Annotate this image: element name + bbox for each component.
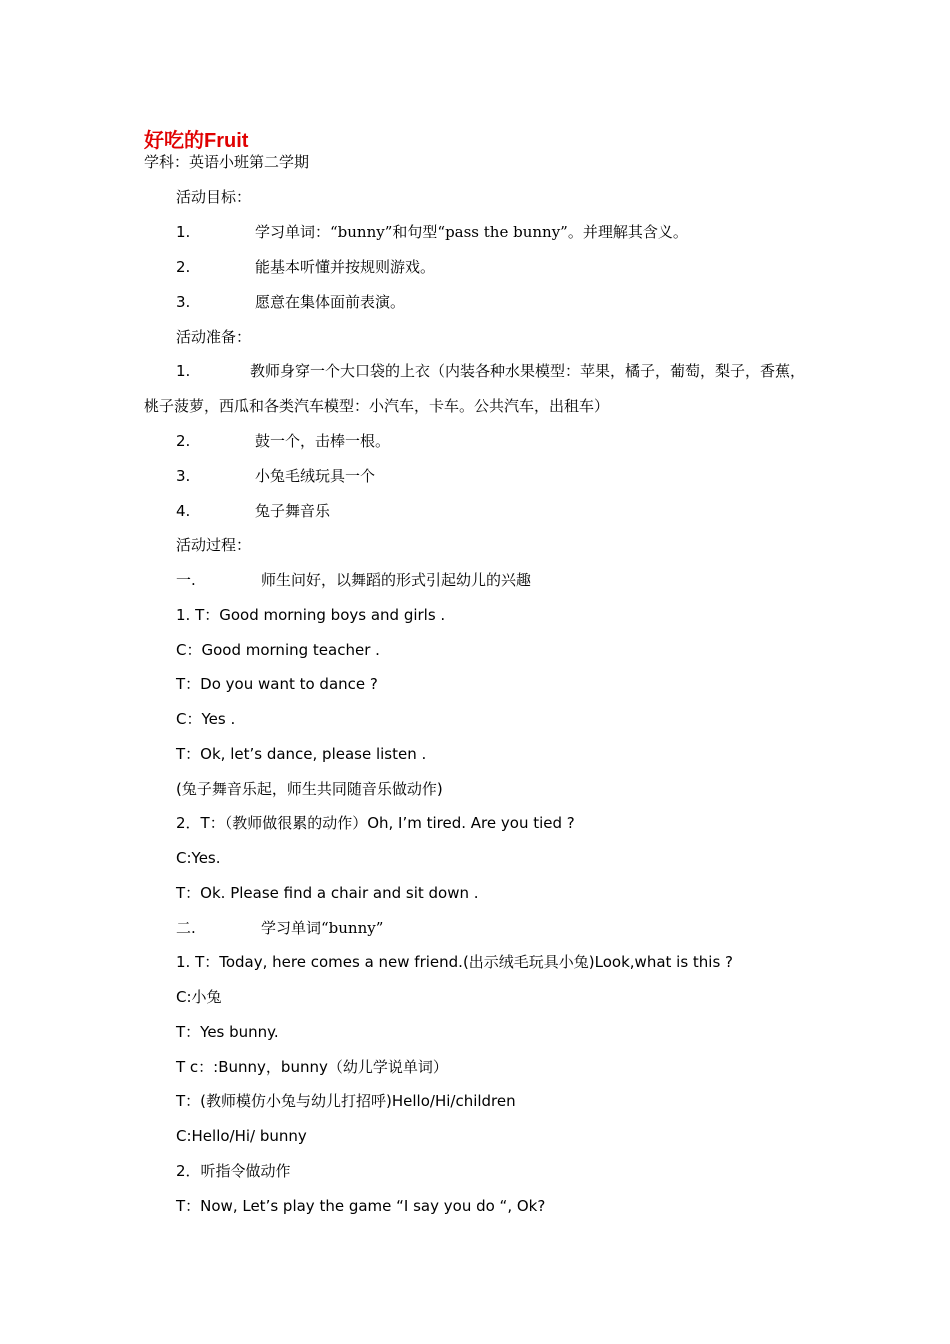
dialogue-line: C:小兔 [176,988,222,1006]
goal-item-3 [176,292,405,312]
dialogue-line: C:Hello/Hi/ bunny [176,1127,307,1145]
prep-item-1 [176,361,805,381]
prep-text: 兔子舞音乐 [255,502,331,520]
prep-text: 教师身穿一个大口袋的上衣（内装各种水果模型：苹果，橘子，葡萄，梨子，香蕉， [250,362,806,380]
prep-number: 3. [176,467,191,485]
prep-heading: 活动准备： [176,328,252,346]
dialogue-line: T：Now, Let’s play the game “I say you do “, Ok? [176,1197,546,1215]
dialogue-line: T：(教师模仿小兔与幼儿打招呼)Hello/Hi/children [176,1092,516,1110]
dialogue-line: T：Ok. Please find a chair and sit down . [176,884,479,902]
stage-direction: (兔子舞音乐起，师生共同随音乐做动作) [176,780,443,798]
prep-item-2 [176,431,390,451]
part1-heading [176,570,531,590]
prep-text: 鼓一个，击棒一根。 [255,432,391,450]
dialogue-line: T：Yes bunny. [176,1023,279,1041]
goal-text: 能基本听懂并按规则游戏。 [255,258,436,276]
goal-text: 愿意在集体面前表演。 [255,293,406,311]
goal-text: 学习单词：“bunny”和句型“pass the bunny”。并理解其含义。 [255,223,688,241]
prep-item-1-continued: 桃子菠萝，西瓜和各类汽车模型：小汽车，卡车。公共汽车，出租车） [144,397,610,415]
part2-title: 学习单词“bunny” [261,919,384,937]
goal-number: 2. [176,258,191,276]
goals-heading: 活动目标： [176,188,252,206]
part1-title: 师生问好，以舞蹈的形式引起幼儿的兴趣 [261,571,532,589]
prep-item-3 [176,466,375,486]
dialogue-line: T：Do you want to dance ? [176,675,378,693]
document-title: 好吃的Fruit [144,130,249,152]
goal-number: 3. [176,293,191,311]
dialogue-line: 1. T：Good morning boys and girls . [176,606,446,624]
dialogue-line: C：Good morning teacher . [176,641,380,659]
part2-number: 二. [176,919,196,937]
dialogue-line: T c：:Bunny，bunny（幼儿学说单词） [176,1058,448,1076]
dialogue-line: 2．T：（教师做很累的动作）Oh, I’m tired. Are you tied ? [176,814,575,832]
dialogue-line: 1. T：Today, here comes a new friend.(出示绒毛玩具小兔)Look,what is this ? [176,953,734,971]
prep-number: 2. [176,432,191,450]
goal-item-2 [176,257,435,277]
prep-item-4 [176,501,330,521]
dialogue-line: T：Ok, let’s dance, please listen . [176,745,427,763]
process-heading: 活动过程： [176,536,252,554]
sub-step-heading: 2．听指令做动作 [176,1162,291,1180]
goal-number: 1. [176,223,191,241]
part2-heading [176,918,383,938]
part1-number: 一. [176,571,196,589]
subject-line: 学科：英语小班第二学期 [144,153,310,171]
prep-text: 小兔毛绒玩具一个 [255,467,376,485]
dialogue-line: C：Yes . [176,710,236,728]
prep-number: 4. [176,502,191,520]
goal-item-1 [176,222,688,242]
dialogue-line: C:Yes. [176,849,221,867]
prep-number: 1. [176,362,191,380]
